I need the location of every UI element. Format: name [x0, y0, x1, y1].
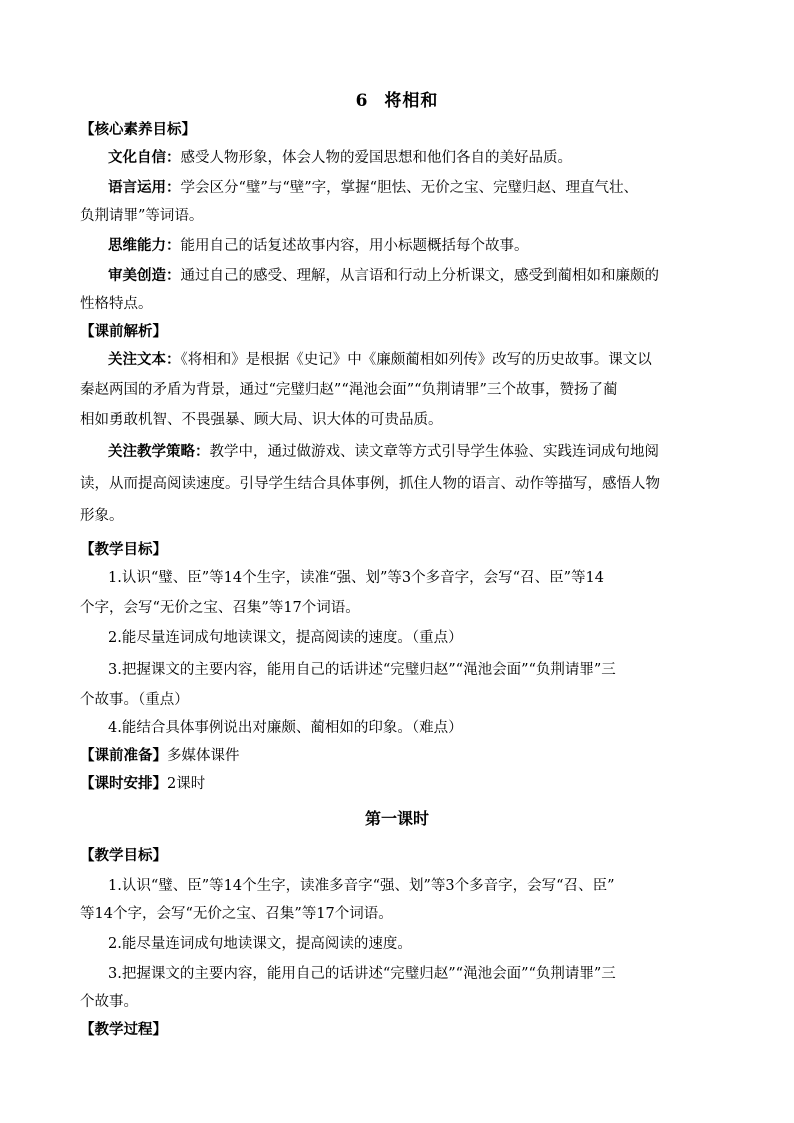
teaching-goal-3-cont: 个故事。（重点） [80, 692, 189, 708]
schedule-value: 2课时 [167, 776, 206, 792]
aesthetic-goal [108, 266, 758, 286]
teaching-goal-3: 3.把握课文的主要内容，能用自己的话讲述“完璧归赵”“渑池会面”“负荆请罪”三 [108, 662, 616, 678]
lesson-one-goals-header: 【教学目标】 [80, 847, 167, 864]
culture-text-1: 感受人物形象，体会人物的爱国思想和他们各自的美好品质。 [180, 150, 572, 166]
lesson-one-goal-3-cont: 个故事。 [80, 994, 138, 1010]
lesson-one-goal-3: 3.把握课文的主要内容，能用自己的话讲述“完璧归赵”“渑池会面”“负荆请罪”三 [108, 966, 616, 982]
schedule-row [80, 774, 730, 794]
strategy-label: 关注教学策略： [108, 443, 210, 460]
teaching-goals-header: 【教学目标】 [80, 541, 167, 558]
culture-label: 文化自信： [108, 149, 181, 166]
culture-goal [108, 148, 758, 168]
teaching-goal-1-cont: 个字，会写“无价之宝、召集”等17个词语。 [80, 600, 360, 616]
aesthetic-label: 审美创造： [108, 267, 181, 284]
prep-header: 【课前准备】 [80, 747, 167, 764]
pre-analysis-header: 【课前解析】 [80, 323, 167, 340]
strategy-text-1: 教学中，通过做游戏、读文章等方式引导学生体验、实践连词成句地阅 [209, 444, 659, 460]
prep-value: 多媒体课件 [167, 748, 240, 764]
prep-row [80, 746, 730, 766]
teaching-goal-1: 1.认识“璧、臣”等14个生字，读准“强、划”等3个多音字，会写“召、臣”等14 [108, 570, 604, 586]
language-label: 语言运用： [108, 179, 181, 196]
lesson-number: 6 [355, 91, 369, 111]
lesson-one-goal-2: 2.能尽量连词成句地读课文，提高阅读的速度。 [108, 936, 412, 952]
text-focus-text-2: 秦赵两国的矛盾为背景，通过“完璧归赵”“渑池会面”“负荆请罪”三个故事，赞扬了蔺 [80, 382, 618, 398]
text-focus [108, 350, 758, 370]
lesson-title: 将相和 [384, 91, 439, 111]
strategy-text-3: 形象。 [80, 508, 124, 524]
aesthetic-text-1: 通过自己的感受、理解，从言语和行动上分析课文，感受到蔺相如和廉颇的 [180, 268, 659, 284]
core-goals-header: 【核心素养目标】 [80, 121, 196, 138]
teaching-goal-4: 4.能结合具体事例说出对廉颇、蔺相如的印象。（难点） [108, 720, 463, 736]
text-focus-label: 关注文本： [108, 351, 181, 368]
teaching-goal-2: 2.能尽量连词成句地读课文，提高阅读的速度。（重点） [108, 630, 463, 646]
lesson-one-goal-1-cont: 等14个字，会写“无价之宝、召集”等17个词语。 [80, 906, 393, 922]
lesson-one-title: 第一课时 [364, 809, 429, 828]
lesson-one-goal-1: 1.认识“璧、臣”等14个生字，读准多音字“强、划”等3个多音字，会写“召、臣” [108, 878, 615, 894]
teaching-process-header: 【教学过程】 [80, 1021, 167, 1038]
text-focus-text-1: 《将相和》是根据《史记》中《廉颇蔺相如列传》改写的历史故事。课文以 [180, 352, 652, 368]
page-title [0, 86, 794, 111]
strategy-text-2: 读，从而提高阅读速度。引导学生结合具体事例，抓住人物的语言、动作等描写，感悟人物 [80, 476, 660, 492]
aesthetic-text-2: 性格特点。 [80, 296, 153, 312]
thinking-goal [108, 236, 758, 256]
language-text-2: 负荆请罪”等词语。 [80, 208, 204, 224]
text-focus-text-3: 相如勇敢机智、不畏强暴、顾大局、识大体的可贵品质。 [80, 412, 443, 428]
strategy-focus [108, 442, 758, 462]
language-goal [108, 178, 758, 198]
language-text-1: 学会区分“璧”与“壁”字，掌握“胆怯、无价之宝、完璧归赵、理直气壮、 [180, 180, 639, 196]
thinking-label: 思维能力： [108, 237, 181, 254]
thinking-text-1: 能用自己的话复述故事内容，用小标题概括每个故事。 [180, 238, 529, 254]
schedule-header: 【课时安排】 [80, 775, 167, 792]
